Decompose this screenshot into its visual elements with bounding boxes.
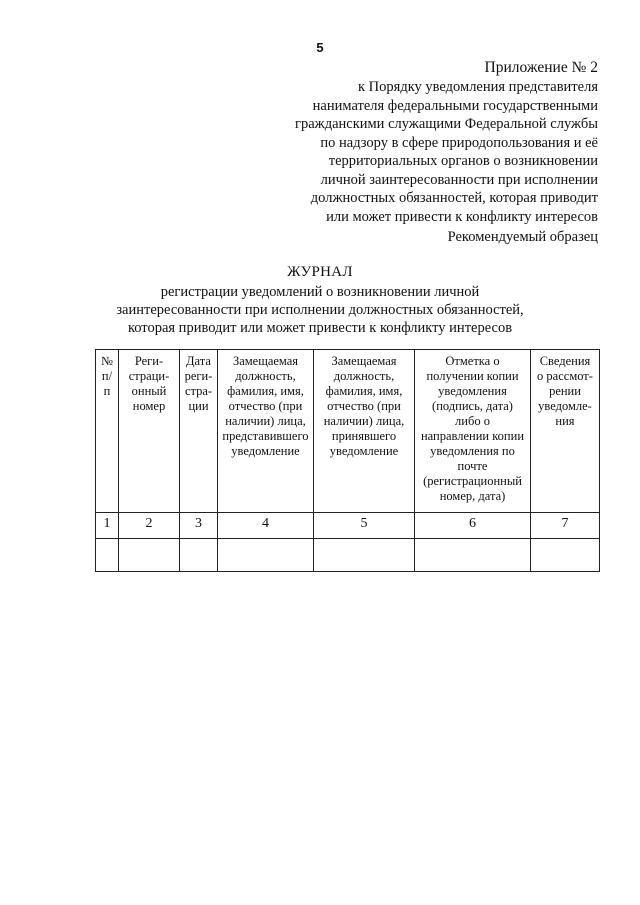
empty-cell — [415, 539, 531, 572]
appendix-header — [268, 58, 598, 226]
appendix-line: по надзору в сфере природопользования и её — [320, 134, 598, 151]
journal-title: ЖУРНАЛ — [287, 264, 353, 280]
column-number-cell: 4 — [218, 513, 314, 539]
appendix-line: гражданскими служащими Федеральной службы — [295, 116, 598, 132]
column-number-cell: 3 — [180, 513, 218, 539]
table-header-row — [96, 350, 600, 513]
header-cell-submitter: Замещаемая должность, фамилия, имя, отчество (при наличии) лица, представившего уведомление — [218, 350, 314, 513]
header-cell-copy-mark: Отметка о получении копии уведомления (подпись, дата) либо о направлении копии уведомления по почте (регистрационный номер, дата) — [415, 350, 531, 513]
appendix-title: Приложение № 2 — [484, 59, 598, 76]
column-number-cell: 2 — [119, 513, 180, 539]
table-row — [96, 513, 600, 539]
journal-table — [95, 349, 600, 572]
appendix-line: личной заинтересованности при исполнении — [320, 171, 598, 188]
appendix-line: нанимателя федеральными государственными — [312, 97, 598, 114]
empty-cell — [531, 539, 600, 572]
empty-cell — [218, 539, 314, 572]
empty-cell — [180, 539, 218, 572]
header-cell-reg-date: Дата реги- стра- ции — [180, 350, 218, 513]
header-cell-reg-number: Реги- страци- онный номер — [119, 350, 180, 513]
appendix-line: должностных обязанностей, которая приводит — [310, 190, 598, 206]
column-number-cell: 5 — [314, 513, 415, 539]
journal-subtitle — [100, 283, 540, 337]
appendix-line: к Порядку уведомления представителя — [358, 79, 598, 95]
appendix-line: территориальных органов о возникновении — [328, 153, 598, 169]
journal-subtitle-line: которая приводит или может привести к конфликту интересов — [127, 320, 513, 336]
table-row — [96, 539, 600, 572]
page-number: 5 — [316, 40, 324, 55]
column-number-cell: 6 — [415, 513, 531, 539]
appendix-line: или может привести к конфликту интересов — [326, 208, 598, 225]
journal-subtitle-line: регистрации уведомлений о возникновении личной — [160, 284, 480, 300]
column-number-cell: 1 — [96, 513, 119, 539]
empty-cell — [96, 539, 119, 572]
header-cell-number: № п/ п — [96, 350, 119, 513]
empty-cell — [119, 539, 180, 572]
sample-label: Рекомендуемый образец — [447, 229, 598, 245]
header-cell-receiver: Замещаемая должность, фамилия, имя, отчество (при наличии) лица, принявшего уведомление — [314, 350, 415, 513]
column-number-cell: 7 — [531, 513, 600, 539]
empty-cell — [314, 539, 415, 572]
header-cell-review-info: Сведения о рассмот- рении уведомле- ния — [531, 350, 600, 513]
journal-subtitle-line: заинтересованности при исполнении должностных обязанностей, — [116, 302, 524, 318]
